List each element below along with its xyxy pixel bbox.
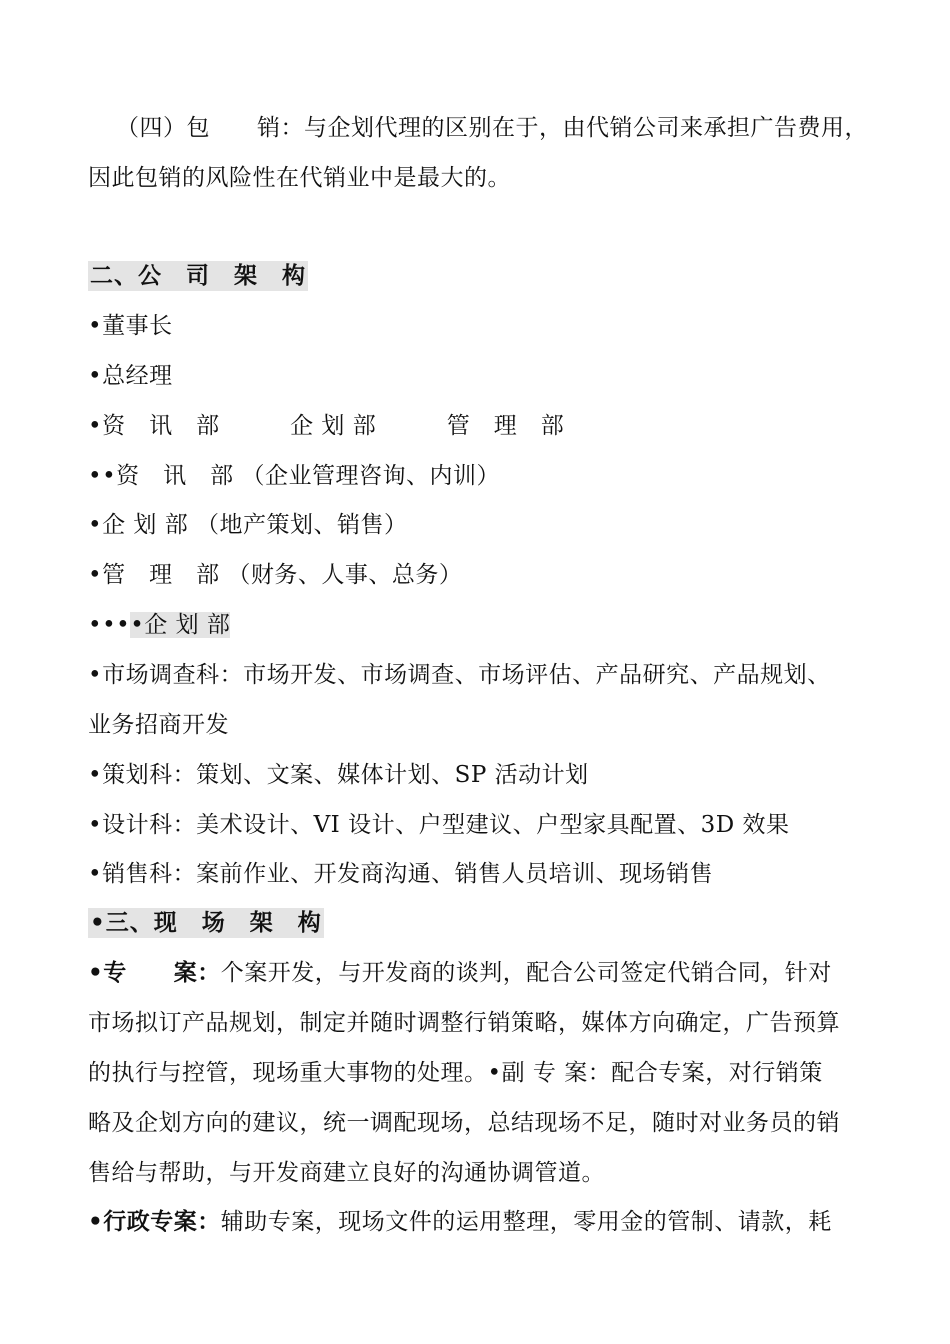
market-research-line-1: •市场调查科：市场开发、市场调查、市场评估、产品研究、产品规划、 — [88, 662, 831, 688]
project-manager-line-4: 略及企划方向的建议，统一调配现场，总结现场不足，随时对业务员的销 — [88, 1110, 840, 1136]
planning-prefix: ••• — [88, 612, 131, 638]
admin-project-line-1 — [88, 1207, 832, 1237]
section-four-line-2: 因此包销的风险性在代销业中是最大的。 — [88, 165, 511, 191]
admin-project-label: •行政专案： — [88, 1209, 221, 1235]
project-manager-text: 个案开发，与开发商的谈判，配合公司签定代销合同，针对 — [220, 960, 832, 986]
planning-section-item: •策划科：策划、文案、媒体计划、SP 活动计划 — [88, 762, 589, 788]
market-research-line-2: 业务招商开发 — [88, 712, 229, 738]
project-manager-line-3: 的执行与控管，现场重大事物的处理。•副 专 案：配合专案，对行销策 — [88, 1060, 823, 1086]
sales-section-item: •销售科：案前作业、开发商沟通、销售人员培训、现场销售 — [88, 861, 714, 887]
project-manager-line-2: 市场拟订产品规划，制定并随时调整行销策略，媒体方向确定，广告预算 — [88, 1010, 840, 1036]
section-two-heading: 二、公 司 架 构 — [90, 263, 306, 289]
org-item-general-manager: •总经理 — [88, 363, 173, 389]
org-item-chairman: •董事长 — [88, 313, 173, 339]
section-three-heading: •三、现 场 架 构 — [90, 910, 322, 936]
project-manager-label: •专 案： — [88, 960, 221, 986]
org-item-info-dept: ••资 讯 部 （企业管理咨询、内训） — [88, 463, 500, 489]
org-item-departments: •资 讯 部 企 划 部 管 理 部 — [88, 413, 565, 439]
project-manager-line-5: 售给与帮助，与开发商建立良好的沟通协调管道。 — [88, 1160, 605, 1186]
org-item-planning-dept: •企 划 部 （地产策划、销售） — [88, 512, 408, 538]
design-section-item: •设计科：美术设计、VI 设计、户型建议、户型家具配置、3D 效果 — [88, 812, 790, 838]
planning-label: •企 划 部 — [130, 612, 231, 638]
section-four-line-1: （四）包 销：与企划代理的区别在于，由代销公司来承担广告费用， — [116, 115, 868, 141]
planning-dept-heading — [88, 610, 230, 640]
project-manager-line-1 — [88, 958, 832, 988]
org-item-management-dept: •管 理 部 （财务、人事、总务） — [88, 562, 463, 588]
admin-project-text: 辅助专案，现场文件的运用整理，零用金的管制、请款，耗 — [220, 1209, 832, 1235]
